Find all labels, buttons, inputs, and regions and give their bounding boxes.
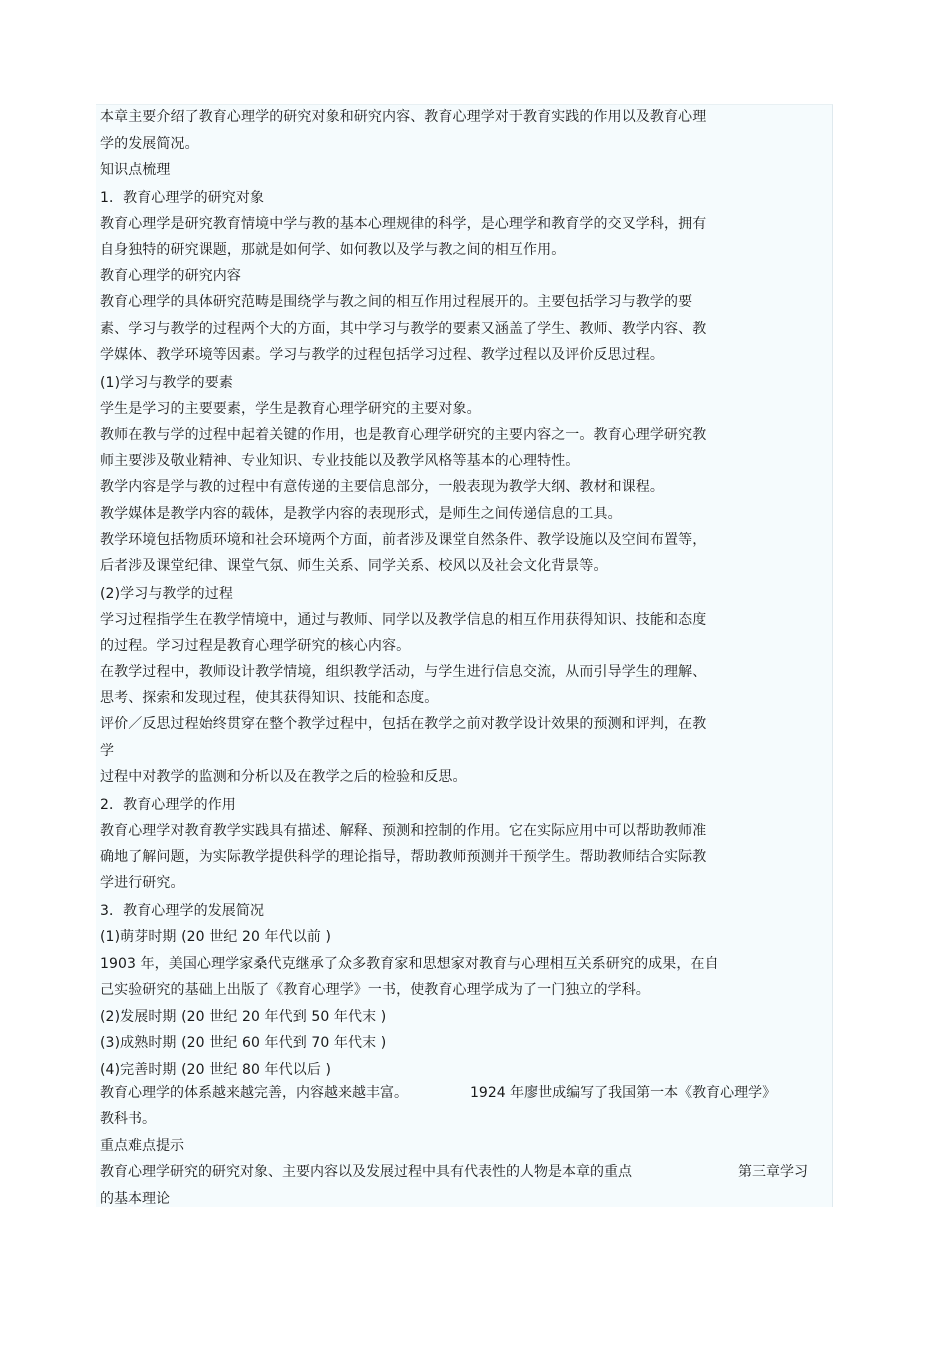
- paragraph-line: 素、学习与教学的过程两个大的方面，其中学习与教学的要素又涵盖了学生、教师、教学内容、教: [100, 321, 707, 337]
- paragraph-line: 1924 年廖世成编写了我国第一本《教育心理学》: [470, 1085, 777, 1101]
- paragraph-line: 2．教育心理学的作用: [100, 797, 236, 813]
- paragraph-line: 的基本理论: [100, 1191, 170, 1207]
- paragraph-line: 学生是学习的主要要素，学生是教育心理学研究的主要对象。: [100, 401, 481, 417]
- paragraph-line: (1)学习与教学的要素: [100, 375, 233, 391]
- paragraph-line: 教育心理学的具体研究范畴是围绕学与教之间的相互作用过程展开的。主要包括学习与教学的要: [100, 294, 693, 310]
- paragraph-line: 学: [100, 743, 115, 759]
- paragraph-line: 后者涉及课堂纪律、课堂气氛、师生关系、同学关系、校风以及社会文化背景等。: [100, 558, 608, 574]
- paragraph-line: 3．教育心理学的发展简况: [100, 903, 265, 919]
- paragraph-line: 教学媒体是教学内容的载体，是教学内容的表现形式，是师生之间传递信息的工具。: [100, 506, 622, 522]
- paragraph-line: (1)萌芽时期 (20 世纪 20 年代以前 ): [100, 929, 332, 945]
- paragraph-line: 教育心理学的研究内容: [100, 268, 241, 284]
- paragraph-line: 教育心理学对教育教学实践具有描述、解释、预测和控制的作用。它在实际应用中可以帮助教师准: [100, 823, 707, 839]
- paragraph-line: (2)发展时期 (20 世纪 20 年代到 50 年代末 ): [100, 1009, 387, 1025]
- paragraph-line: 过程中对教学的监测和分析以及在教学之后的检验和反思。: [100, 769, 467, 785]
- paragraph-line: 本章主要介绍了教育心理学的研究对象和研究内容、教育心理学对于教育实践的作用以及教育心理: [100, 109, 707, 125]
- paragraph-line: 教学内容是学与教的过程中有意传递的主要信息部分，一般表现为教学大纲、教材和课程。: [100, 479, 664, 495]
- paragraph-line: 教育心理学是研究教育情境中学与教的基本心理规律的科学，是心理学和教育学的交叉学科，拥有: [100, 216, 707, 232]
- paragraph-line: (3)成熟时期 (20 世纪 60 年代到 70 年代末 ): [100, 1035, 387, 1051]
- paragraph-line: 学进行研究。: [100, 875, 185, 891]
- paragraph-line: 学媒体、教学环境等因素。学习与教学的过程包括学习过程、教学过程以及评价反思过程。: [100, 347, 664, 363]
- paragraph-line: 学的发展简况。: [100, 136, 199, 152]
- section-heading: 重点难点提示: [100, 1138, 184, 1154]
- paragraph-line: 知识点梳理: [100, 162, 171, 178]
- paragraph-line: 自身独特的研究课题，那就是如何学、如何教以及学与教之间的相互作用。: [100, 242, 566, 258]
- paragraph-line: 教学环境包括物质环境和社会环境两个方面，前者涉及课堂自然条件、教学设施以及空间布置等，: [100, 532, 707, 548]
- paragraph-line: 师主要涉及敬业精神、专业知识、专业技能以及教学风格等基本的心理特性。: [100, 453, 580, 469]
- chapter-title-fragment: 第三章学习: [738, 1164, 808, 1180]
- paragraph-line: 确地了解问题，为实际教学提供科学的理论指导，帮助教师预测并干预学生。帮助教师结合实际教: [100, 849, 707, 865]
- paragraph-line: (2)学习与教学的过程: [100, 586, 233, 602]
- paragraph-line: 评价／反思过程始终贯穿在整个教学过程中，包括在教学之前对教学设计效果的预测和评判，在教: [100, 716, 707, 732]
- paragraph-line: 在教学过程中，教师设计教学情境，组织教学活动，与学生进行信息交流，从而引导学生的理解、: [100, 664, 707, 680]
- paragraph-line: 的过程。学习过程是教育心理学研究的核心内容。: [100, 638, 411, 654]
- paragraph-line: 教育心理学的体系越来越完善，内容越来越丰富。: [100, 1085, 408, 1101]
- paragraph-line: 教育心理学研究的研究对象、主要内容以及发展过程中具有代表性的人物是本章的重点: [100, 1164, 632, 1180]
- paragraph-line: 教师在教与学的过程中起着关键的作用，也是教育心理学研究的主要内容之一。教育心理学研究教: [100, 427, 707, 443]
- paragraph-line: (4)完善时期 (20 世纪 80 年代以后 ): [100, 1062, 332, 1078]
- paragraph-line: 教科书。: [100, 1111, 156, 1127]
- paragraph-line: 己实验研究的基础上出版了《教育心理学》一书，使教育心理学成为了一门独立的学科。: [100, 982, 650, 998]
- paragraph-line: 1．教育心理学的研究对象: [100, 190, 265, 206]
- paragraph-line: 思考、探索和发现过程，使其获得知识、技能和态度。: [100, 690, 439, 706]
- paragraph-line: 学习过程指学生在教学情境中，通过与教师、同学以及教学信息的相互作用获得知识、技能和态度: [100, 612, 707, 628]
- paragraph-line: 1903 年，美国心理学家桑代克继承了众多教育家和思想家对教育与心理相互关系研究的成果，在自: [100, 956, 719, 972]
